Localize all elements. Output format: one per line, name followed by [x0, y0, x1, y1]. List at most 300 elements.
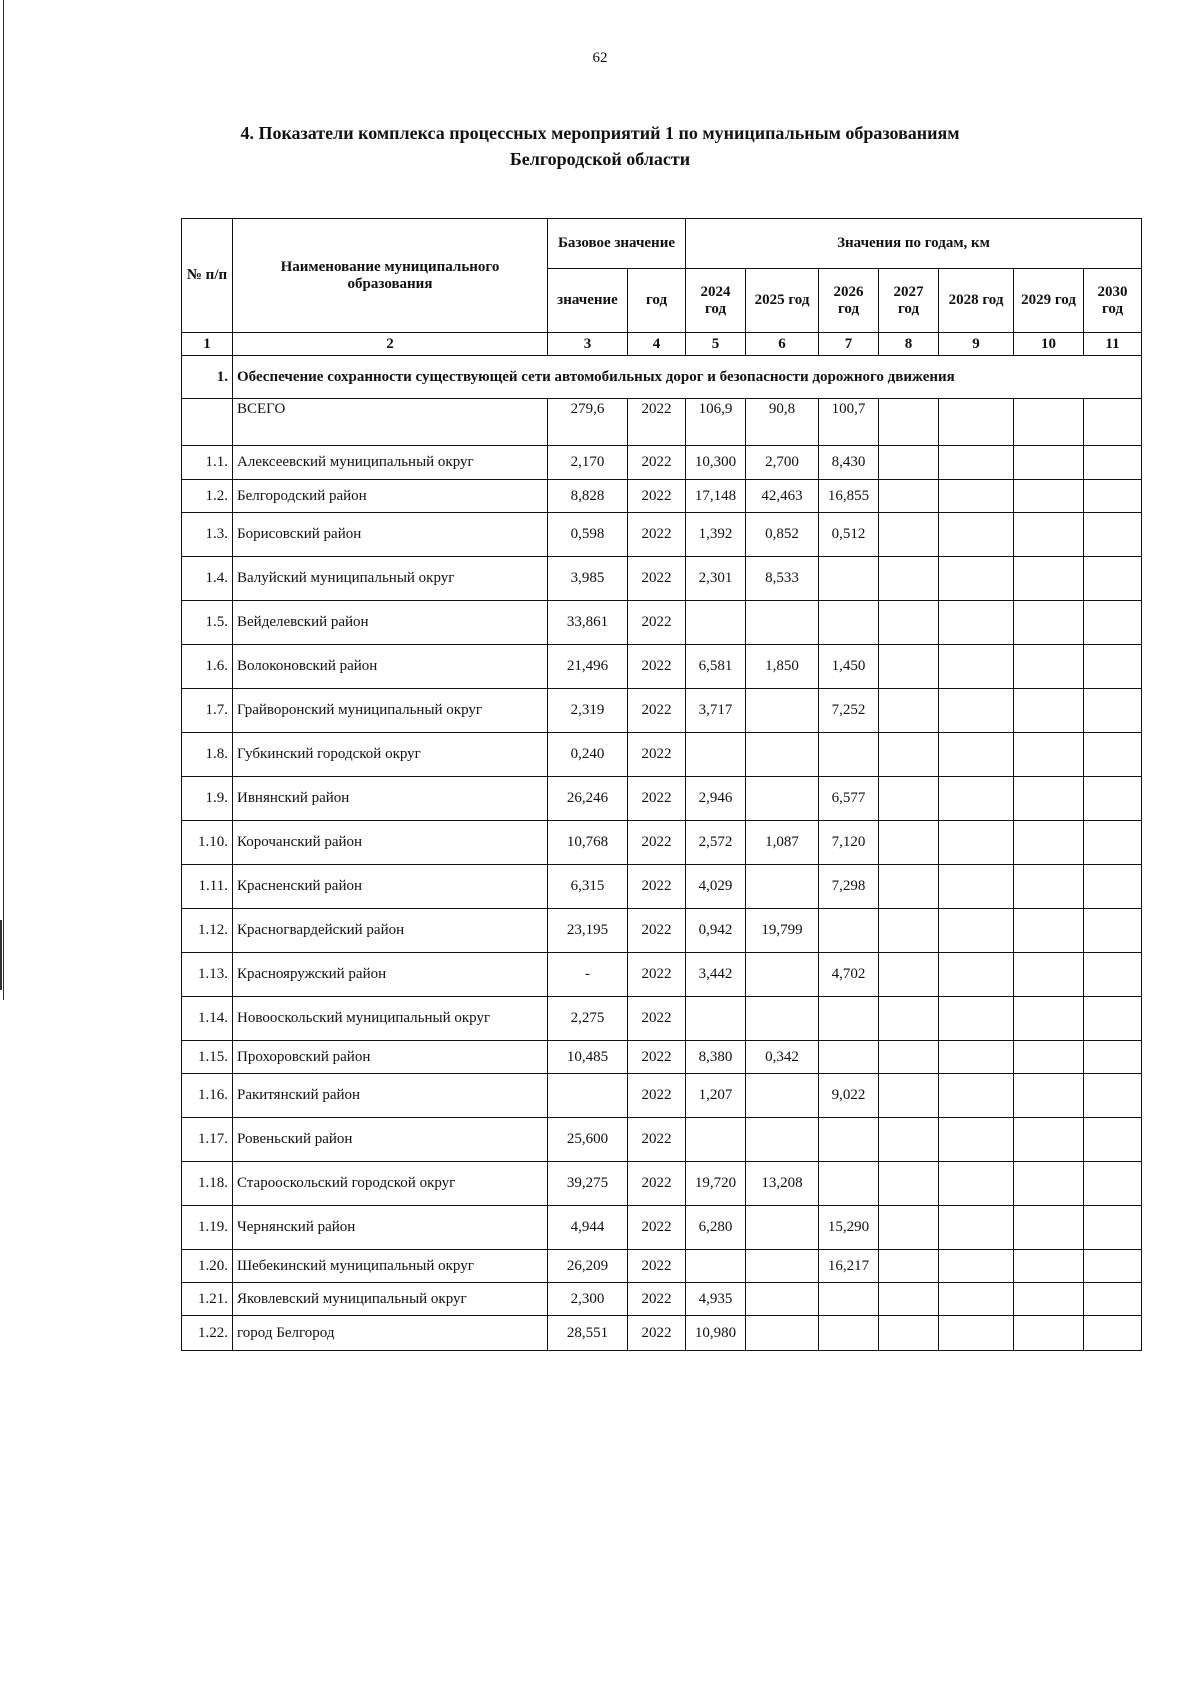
value-cell: 2,301: [686, 557, 746, 601]
municipality-name: Корочанский район: [233, 821, 548, 865]
value-cell: [939, 953, 1014, 997]
value-cell: [879, 733, 939, 777]
value-cell: [939, 821, 1014, 865]
value-cell: 4,029: [686, 865, 746, 909]
value-cell: [819, 1162, 879, 1206]
value-cell: [1014, 997, 1084, 1041]
value-cell: [1084, 1283, 1142, 1316]
row-number: 1.17.: [182, 1118, 233, 1162]
value-cell: 4,944: [548, 1206, 628, 1250]
total-value: 100,7: [819, 399, 879, 446]
value-cell: [879, 1041, 939, 1074]
row-number: 1.13.: [182, 953, 233, 997]
value-cell: [939, 909, 1014, 953]
value-cell: [686, 1118, 746, 1162]
row-number: 1.19.: [182, 1206, 233, 1250]
value-cell: [939, 689, 1014, 733]
column-number-row: [182, 333, 1142, 356]
table-row: [182, 821, 1142, 865]
column-number: 6: [746, 333, 819, 356]
value-cell: -: [548, 953, 628, 997]
municipality-name: Ивнянский район: [233, 777, 548, 821]
value-cell: [939, 480, 1014, 513]
value-cell: 2022: [628, 997, 686, 1041]
value-cell: 2022: [628, 1041, 686, 1074]
value-cell: [879, 446, 939, 480]
value-cell: 2022: [628, 446, 686, 480]
value-cell: [879, 513, 939, 557]
table-row: [182, 1162, 1142, 1206]
row-number: 1.2.: [182, 480, 233, 513]
value-cell: [939, 1316, 1014, 1351]
column-number: 3: [548, 333, 628, 356]
value-cell: [1014, 1283, 1084, 1316]
value-cell: 1,087: [746, 821, 819, 865]
value-cell: 26,209: [548, 1250, 628, 1283]
value-cell: [1014, 1118, 1084, 1162]
value-cell: [879, 997, 939, 1041]
value-cell: [879, 601, 939, 645]
value-cell: [1084, 557, 1142, 601]
row-number: 1.20.: [182, 1250, 233, 1283]
row-number: 1.6.: [182, 645, 233, 689]
value-cell: [1014, 777, 1084, 821]
table-row: [182, 1283, 1142, 1316]
value-cell: 0,598: [548, 513, 628, 557]
value-cell: [939, 513, 1014, 557]
value-cell: 0,852: [746, 513, 819, 557]
section-row: [182, 356, 1142, 399]
total-value: 279,6: [548, 399, 628, 446]
value-cell: [939, 645, 1014, 689]
header-2024: 2024 год: [686, 269, 746, 333]
value-cell: [1084, 1118, 1142, 1162]
value-cell: 15,290: [819, 1206, 879, 1250]
value-cell: [746, 601, 819, 645]
value-cell: [686, 601, 746, 645]
table-row: [182, 1118, 1142, 1162]
value-cell: 2022: [628, 909, 686, 953]
row-number: 1.18.: [182, 1162, 233, 1206]
value-cell: [939, 1118, 1014, 1162]
value-cell: 33,861: [548, 601, 628, 645]
value-cell: 2022: [628, 733, 686, 777]
value-cell: [1084, 1041, 1142, 1074]
value-cell: [1084, 480, 1142, 513]
value-cell: 2022: [628, 1283, 686, 1316]
table-row: [182, 1074, 1142, 1118]
total-value: 106,9: [686, 399, 746, 446]
value-cell: [1014, 1250, 1084, 1283]
total-value: [879, 399, 939, 446]
value-cell: 42,463: [746, 480, 819, 513]
value-cell: 0,512: [819, 513, 879, 557]
value-cell: [746, 777, 819, 821]
municipality-name: Прохоровский район: [233, 1041, 548, 1074]
table-header: [182, 219, 1142, 356]
total-label: ВСЕГО: [233, 399, 548, 446]
value-cell: 6,315: [548, 865, 628, 909]
value-cell: [939, 997, 1014, 1041]
value-cell: 8,430: [819, 446, 879, 480]
value-cell: 2022: [628, 480, 686, 513]
value-cell: [746, 1283, 819, 1316]
value-cell: 26,246: [548, 777, 628, 821]
header-base-value: значение: [548, 269, 628, 333]
value-cell: 16,217: [819, 1250, 879, 1283]
value-cell: [939, 777, 1014, 821]
value-cell: [879, 865, 939, 909]
total-value: 90,8: [746, 399, 819, 446]
header-number: № п/п: [182, 219, 233, 333]
column-number: 4: [628, 333, 686, 356]
value-cell: [819, 601, 879, 645]
value-cell: 2022: [628, 1118, 686, 1162]
value-cell: 2,700: [746, 446, 819, 480]
value-cell: 2,275: [548, 997, 628, 1041]
value-cell: 39,275: [548, 1162, 628, 1206]
value-cell: [1084, 601, 1142, 645]
table-row: [182, 997, 1142, 1041]
column-number: 8: [879, 333, 939, 356]
value-cell: [1014, 865, 1084, 909]
value-cell: 2022: [628, 1074, 686, 1118]
value-cell: 21,496: [548, 645, 628, 689]
table-row: [182, 446, 1142, 480]
document-title: [0, 120, 1200, 172]
row-number: 1.9.: [182, 777, 233, 821]
value-cell: [686, 1250, 746, 1283]
value-cell: 2022: [628, 513, 686, 557]
value-cell: [1084, 1316, 1142, 1351]
value-cell: 17,148: [686, 480, 746, 513]
header-2028: 2028 год: [939, 269, 1014, 333]
value-cell: 2022: [628, 821, 686, 865]
municipality-name: Ракитянский район: [233, 1074, 548, 1118]
value-cell: 2022: [628, 1316, 686, 1351]
section-title: Обеспечение сохранности существующей сети автомобильных дорог и безопасности дорожного движения: [233, 356, 1142, 399]
page-number: 62: [592, 50, 608, 66]
value-cell: [746, 1074, 819, 1118]
value-cell: 10,485: [548, 1041, 628, 1074]
municipality-name: Валуйский муниципальный округ: [233, 557, 548, 601]
value-cell: 3,442: [686, 953, 746, 997]
table-row: [182, 1206, 1142, 1250]
municipality-name: Борисовский район: [233, 513, 548, 557]
table-row: [182, 1316, 1142, 1351]
header-2030: 2030 год: [1084, 269, 1142, 333]
table-row: [182, 909, 1142, 953]
value-cell: [879, 1283, 939, 1316]
value-cell: 16,855: [819, 480, 879, 513]
value-cell: [1014, 689, 1084, 733]
row-number: 1.14.: [182, 997, 233, 1041]
value-cell: 7,298: [819, 865, 879, 909]
municipality-name: Новооскольский муниципальный округ: [233, 997, 548, 1041]
header-2029: 2029 год: [1014, 269, 1084, 333]
value-cell: 0,342: [746, 1041, 819, 1074]
value-cell: 1,450: [819, 645, 879, 689]
value-cell: [1084, 953, 1142, 997]
value-cell: 19,799: [746, 909, 819, 953]
value-cell: 2022: [628, 865, 686, 909]
value-cell: [1084, 645, 1142, 689]
value-cell: [939, 1041, 1014, 1074]
value-cell: 2022: [628, 1162, 686, 1206]
column-number: 10: [1014, 333, 1084, 356]
value-cell: 1,392: [686, 513, 746, 557]
row-number: 1.3.: [182, 513, 233, 557]
value-cell: [1084, 909, 1142, 953]
value-cell: [879, 1206, 939, 1250]
table-row: [182, 1041, 1142, 1074]
value-cell: [879, 821, 939, 865]
municipality-name: Алексеевский муниципальный округ: [233, 446, 548, 480]
header-by-years: Значения по годам, км: [686, 219, 1142, 269]
column-number: 11: [1084, 333, 1142, 356]
municipality-name: Старооскольский городской округ: [233, 1162, 548, 1206]
indicators-table: [181, 218, 1142, 1351]
municipality-name: Чернянский район: [233, 1206, 548, 1250]
value-cell: 2,946: [686, 777, 746, 821]
value-cell: 7,120: [819, 821, 879, 865]
row-number: 1.1.: [182, 446, 233, 480]
value-cell: [819, 1041, 879, 1074]
row-number: 1.5.: [182, 601, 233, 645]
value-cell: [819, 1283, 879, 1316]
value-cell: [879, 1074, 939, 1118]
value-cell: [746, 689, 819, 733]
value-cell: [879, 909, 939, 953]
value-cell: [819, 1118, 879, 1162]
value-cell: 2022: [628, 777, 686, 821]
row-number: 1.10.: [182, 821, 233, 865]
value-cell: 6,577: [819, 777, 879, 821]
value-cell: [686, 733, 746, 777]
value-cell: [1084, 733, 1142, 777]
value-cell: [1014, 513, 1084, 557]
value-cell: [819, 733, 879, 777]
total-value: [1014, 399, 1084, 446]
row-number: 1.8.: [182, 733, 233, 777]
value-cell: 2022: [628, 645, 686, 689]
value-cell: [686, 997, 746, 1041]
value-cell: [879, 480, 939, 513]
value-cell: [1014, 480, 1084, 513]
value-cell: [879, 1118, 939, 1162]
row-number: 1.7.: [182, 689, 233, 733]
value-cell: [1084, 1162, 1142, 1206]
header-base-year: год: [628, 269, 686, 333]
municipality-name: Белгородский район: [233, 480, 548, 513]
value-cell: 9,022: [819, 1074, 879, 1118]
table-row: [182, 601, 1142, 645]
value-cell: [1014, 1041, 1084, 1074]
value-cell: 2,319: [548, 689, 628, 733]
value-cell: [1084, 689, 1142, 733]
section-number: 1.: [182, 356, 233, 399]
header-2026: 2026 год: [819, 269, 879, 333]
value-cell: [1084, 821, 1142, 865]
value-cell: [879, 689, 939, 733]
header-name: Наименование муниципального образования: [233, 219, 548, 333]
total-value: [939, 399, 1014, 446]
value-cell: [879, 645, 939, 689]
value-cell: 2022: [628, 953, 686, 997]
value-cell: 6,581: [686, 645, 746, 689]
value-cell: [1084, 997, 1142, 1041]
value-cell: 10,300: [686, 446, 746, 480]
value-cell: [939, 1074, 1014, 1118]
value-cell: 23,195: [548, 909, 628, 953]
value-cell: 8,828: [548, 480, 628, 513]
header-base: Базовое значение: [548, 219, 686, 269]
row-number: 1.21.: [182, 1283, 233, 1316]
total-row: [182, 399, 1142, 446]
table-row: [182, 777, 1142, 821]
value-cell: 2022: [628, 557, 686, 601]
municipality-name: Губкинский городской округ: [233, 733, 548, 777]
value-cell: [1014, 1162, 1084, 1206]
table-row: [182, 480, 1142, 513]
header-2027: 2027 год: [879, 269, 939, 333]
total-number-cell: [182, 399, 233, 446]
value-cell: [819, 1316, 879, 1351]
municipality-name: Шебекинский муниципальный округ: [233, 1250, 548, 1283]
value-cell: [819, 557, 879, 601]
value-cell: 2,300: [548, 1283, 628, 1316]
value-cell: 3,985: [548, 557, 628, 601]
value-cell: [939, 601, 1014, 645]
column-number: 1: [182, 333, 233, 356]
value-cell: 0,942: [686, 909, 746, 953]
value-cell: [1084, 446, 1142, 480]
value-cell: [1084, 1074, 1142, 1118]
table-row: [182, 557, 1142, 601]
value-cell: [879, 1162, 939, 1206]
total-value: [1084, 399, 1142, 446]
value-cell: [1014, 645, 1084, 689]
value-cell: [746, 865, 819, 909]
value-cell: [819, 997, 879, 1041]
row-number: 1.4.: [182, 557, 233, 601]
value-cell: [879, 1250, 939, 1283]
value-cell: [1084, 1206, 1142, 1250]
value-cell: 8,533: [746, 557, 819, 601]
value-cell: [1014, 601, 1084, 645]
value-cell: [939, 1250, 1014, 1283]
table-body: [182, 356, 1142, 1351]
value-cell: 8,380: [686, 1041, 746, 1074]
value-cell: 0,240: [548, 733, 628, 777]
value-cell: [1014, 909, 1084, 953]
municipality-name: Волоконовский район: [233, 645, 548, 689]
value-cell: [746, 1206, 819, 1250]
value-cell: 2022: [628, 689, 686, 733]
value-cell: [939, 1162, 1014, 1206]
value-cell: [879, 557, 939, 601]
value-cell: [746, 1118, 819, 1162]
value-cell: 28,551: [548, 1316, 628, 1351]
value-cell: 3,717: [686, 689, 746, 733]
column-number: 2: [233, 333, 548, 356]
value-cell: [1084, 865, 1142, 909]
value-cell: [1014, 557, 1084, 601]
value-cell: [1014, 1074, 1084, 1118]
table-row: [182, 953, 1142, 997]
title-line-2: Белгородской области: [509, 149, 691, 169]
table-row: [182, 513, 1142, 557]
value-cell: [819, 909, 879, 953]
value-cell: [1014, 953, 1084, 997]
value-cell: 2,572: [686, 821, 746, 865]
value-cell: [939, 557, 1014, 601]
value-cell: [746, 1250, 819, 1283]
row-number: 1.22.: [182, 1316, 233, 1351]
municipality-name: Краснояружский район: [233, 953, 548, 997]
header-2025: 2025 год: [746, 269, 819, 333]
value-cell: [939, 733, 1014, 777]
municipality-name: Красногвардейский район: [233, 909, 548, 953]
table-row: [182, 1250, 1142, 1283]
value-cell: [1084, 513, 1142, 557]
row-number: 1.11.: [182, 865, 233, 909]
row-number: 1.12.: [182, 909, 233, 953]
column-number: 7: [819, 333, 879, 356]
value-cell: 4,702: [819, 953, 879, 997]
value-cell: [939, 1283, 1014, 1316]
row-number: 1.15.: [182, 1041, 233, 1074]
municipality-name: Красненский район: [233, 865, 548, 909]
municipality-name: город Белгород: [233, 1316, 548, 1351]
value-cell: [939, 446, 1014, 480]
value-cell: 7,252: [819, 689, 879, 733]
value-cell: 10,980: [686, 1316, 746, 1351]
value-cell: 2,170: [548, 446, 628, 480]
value-cell: [1084, 777, 1142, 821]
column-number: 5: [686, 333, 746, 356]
value-cell: [879, 1316, 939, 1351]
value-cell: [1014, 446, 1084, 480]
value-cell: 6,280: [686, 1206, 746, 1250]
value-cell: 25,600: [548, 1118, 628, 1162]
value-cell: [1014, 1206, 1084, 1250]
value-cell: [746, 953, 819, 997]
table-row: [182, 865, 1142, 909]
value-cell: 19,720: [686, 1162, 746, 1206]
value-cell: 2022: [628, 1250, 686, 1283]
value-cell: [879, 953, 939, 997]
value-cell: [939, 1206, 1014, 1250]
value-cell: 13,208: [746, 1162, 819, 1206]
scan-edge-line: [0, 920, 2, 990]
municipality-name: Вейделевский район: [233, 601, 548, 645]
value-cell: [746, 1316, 819, 1351]
column-number: 9: [939, 333, 1014, 356]
value-cell: [939, 865, 1014, 909]
value-cell: 10,768: [548, 821, 628, 865]
value-cell: 2022: [628, 601, 686, 645]
value-cell: [1014, 1316, 1084, 1351]
municipality-name: Яковлевский муниципальный округ: [233, 1283, 548, 1316]
value-cell: [746, 733, 819, 777]
value-cell: [1014, 821, 1084, 865]
value-cell: 1,207: [686, 1074, 746, 1118]
title-line-1: 4. Показатели комплекса процессных мероприятий 1 по муниципальным образованиям: [240, 123, 960, 143]
value-cell: [746, 997, 819, 1041]
total-value: 2022: [628, 399, 686, 446]
municipality-name: Ровеньский район: [233, 1118, 548, 1162]
